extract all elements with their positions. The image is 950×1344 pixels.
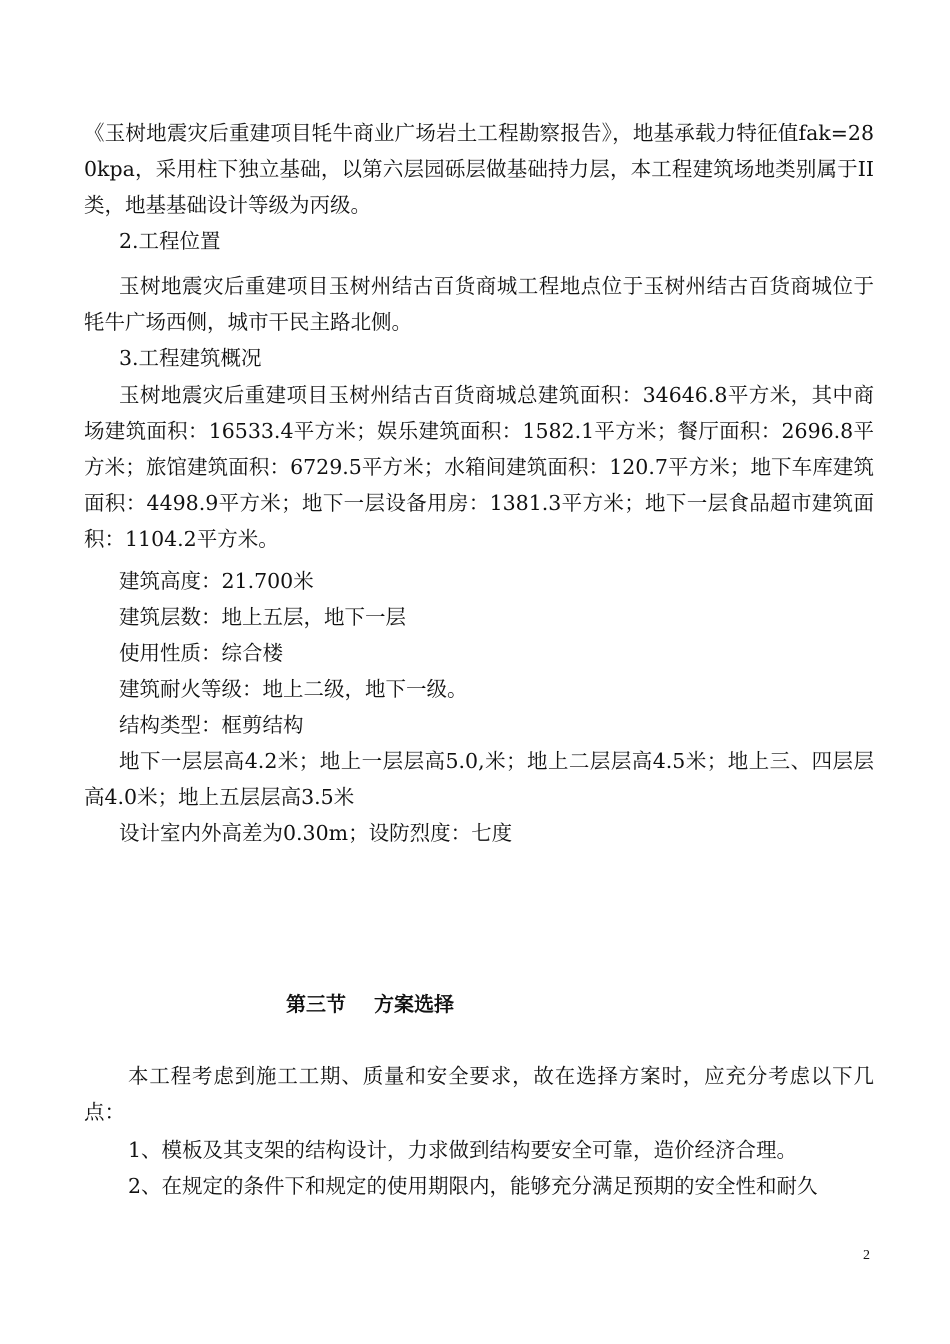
section-number: 第三节	[286, 992, 346, 1016]
paragraph-building-floors: 建筑层数：地上五层，地下一层	[119, 605, 406, 629]
page-number: 2	[863, 1248, 870, 1263]
subheading-building-overview: 3.工程建筑概况	[119, 346, 262, 370]
paragraph-scheme-considerations: 本工程考虑到施工工期、质量和安全要求，故在选择方案时，应充分考虑以下几点：	[84, 1064, 874, 1124]
paragraph-floor-heights: 地下一层层高4.2米；地上一层层高5.0,米；地上二层层高4.5米；地上三、四层层高4.0米；地上五层层高3.5米	[84, 749, 874, 809]
paragraph-scheme-point-2: 2、在规定的条件下和规定的使用期限内，能够充分满足预期的安全性和耐久	[128, 1174, 818, 1198]
paragraph-fire-rating: 建筑耐火等级：地上二级，地下一级。	[119, 677, 468, 701]
paragraph-building-usage: 使用性质：综合楼	[119, 641, 283, 665]
subheading-project-location: 2.工程位置	[119, 229, 221, 253]
paragraph-building-height: 建筑高度：21.700米	[119, 569, 314, 593]
paragraph-geotechnical-report: 《玉树地震灾后重建项目牦牛商业广场岩土工程勘察报告》，地基承载力特征值fak=280kpa，采用柱下独立基础，以第六层园砾层做基础持力层，本工程建筑场地类别属于II类，地基基础设计等级为丙级。	[84, 121, 874, 217]
paragraph-elevation-seismic: 设计室内外高差为0.30m；设防烈度：七度	[119, 821, 513, 845]
paragraph-scheme-point-1: 1、模板及其支架的结构设计，力求做到结构要安全可靠，造价经济合理。	[128, 1138, 798, 1162]
section-heading	[286, 986, 454, 1022]
paragraph-project-location: 玉树地震灾后重建项目玉树州结古百货商城工程地点位于玉树州结古百货商城位于牦牛广场西侧，城市干民主路北侧。	[84, 274, 874, 334]
paragraph-structure-type: 结构类型：框剪结构	[119, 713, 304, 737]
paragraph-building-areas: 玉树地震灾后重建项目玉树州结古百货商城总建筑面积：34646.8平方米，其中商场建筑面积：16533.4平方米；娱乐建筑面积：1582.1平方米；餐厅面积：2696.8平方米；旅馆建筑面积：6729.5平方米；水箱间建筑面积：120.7平方米；地下车库建筑面积：4498.9平方米；地下一层设备用房：1381.3平方米；地下一层食品超市建筑面积：1104.2平方米。	[84, 383, 874, 551]
section-title: 方案选择	[374, 992, 454, 1016]
